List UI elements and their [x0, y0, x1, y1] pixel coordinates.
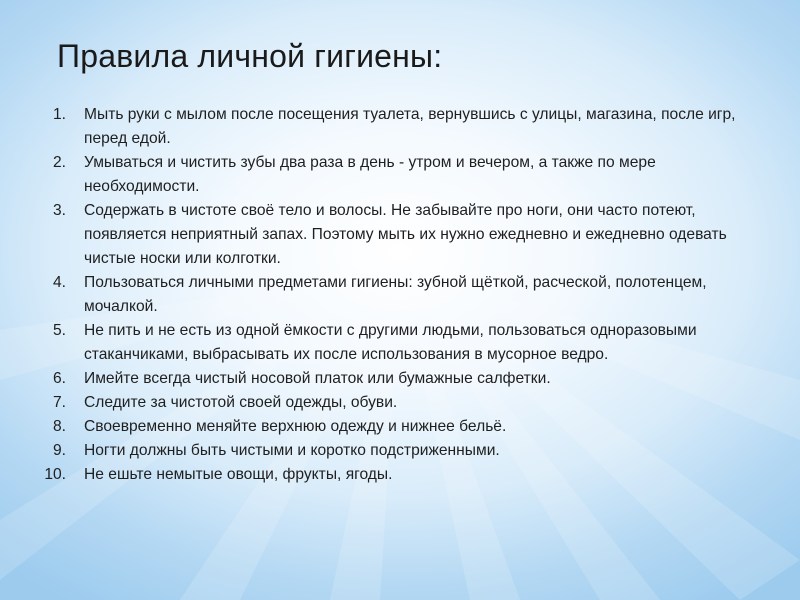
list-item-number: 2.	[52, 154, 66, 171]
list-item-text: Своевременно меняйте верхнюю одежду и нижнее бельё.	[84, 418, 507, 435]
list-item	[0, 199, 760, 271]
list-item-number: 3.	[52, 202, 66, 219]
list-item-text: Не ешьте немытые овощи, фрукты, ягоды.	[84, 466, 393, 483]
list-item-text: Мыть руки с мылом после посещения туалета, вернувшись с улицы, магазина, после игр, перед едой.	[84, 106, 736, 147]
list-item	[0, 439, 760, 463]
rules-list	[0, 103, 760, 487]
list-item-number: 10.	[44, 466, 66, 483]
list-item	[0, 367, 760, 391]
list-item-text: Умываться и чистить зубы два раза в день - утром и вечером, а также по мере необходимости.	[84, 154, 656, 195]
list-item-number: 8.	[52, 418, 66, 435]
list-item	[0, 463, 760, 487]
list-item	[0, 391, 760, 415]
list-item	[0, 319, 760, 367]
slide-title: Правила личной гигиены:	[57, 38, 443, 74]
list-item	[0, 415, 760, 439]
list-item-number: 7.	[52, 394, 66, 411]
list-item-number: 4.	[52, 274, 66, 291]
list-item-number: 5.	[52, 322, 66, 339]
list-item-text: Ногти должны быть чистыми и коротко подстриженными.	[84, 442, 500, 459]
list-item-text: Следите за чистотой своей одежды, обуви.	[84, 394, 398, 411]
list-item	[0, 103, 760, 151]
list-item-number: 9.	[52, 442, 66, 459]
list-item-number: 1.	[52, 106, 66, 123]
list-item	[0, 151, 760, 199]
list-item-text: Не пить и не есть из одной ёмкости с другими людьми, пользоваться одноразовыми стаканчиками, выбрасывать их после использования в мусорное ведро.	[84, 322, 697, 363]
list-item-text: Пользоваться личными предметами гигиены: зубной щёткой, расческой, полотенцем, мочалкой.	[84, 274, 707, 315]
list-item-number: 6.	[52, 370, 66, 387]
list-item-text: Содержать в чистоте своё тело и волосы. Не забывайте про ноги, они часто потеют, появляется неприятный запах. Поэтому мыть их нужно ежедневно и ежедневно одевать чистые носки или колготки.	[84, 202, 727, 267]
list-item-text: Имейте всегда чистый носовой платок или бумажные салфетки.	[84, 370, 551, 387]
list-item	[0, 271, 760, 319]
